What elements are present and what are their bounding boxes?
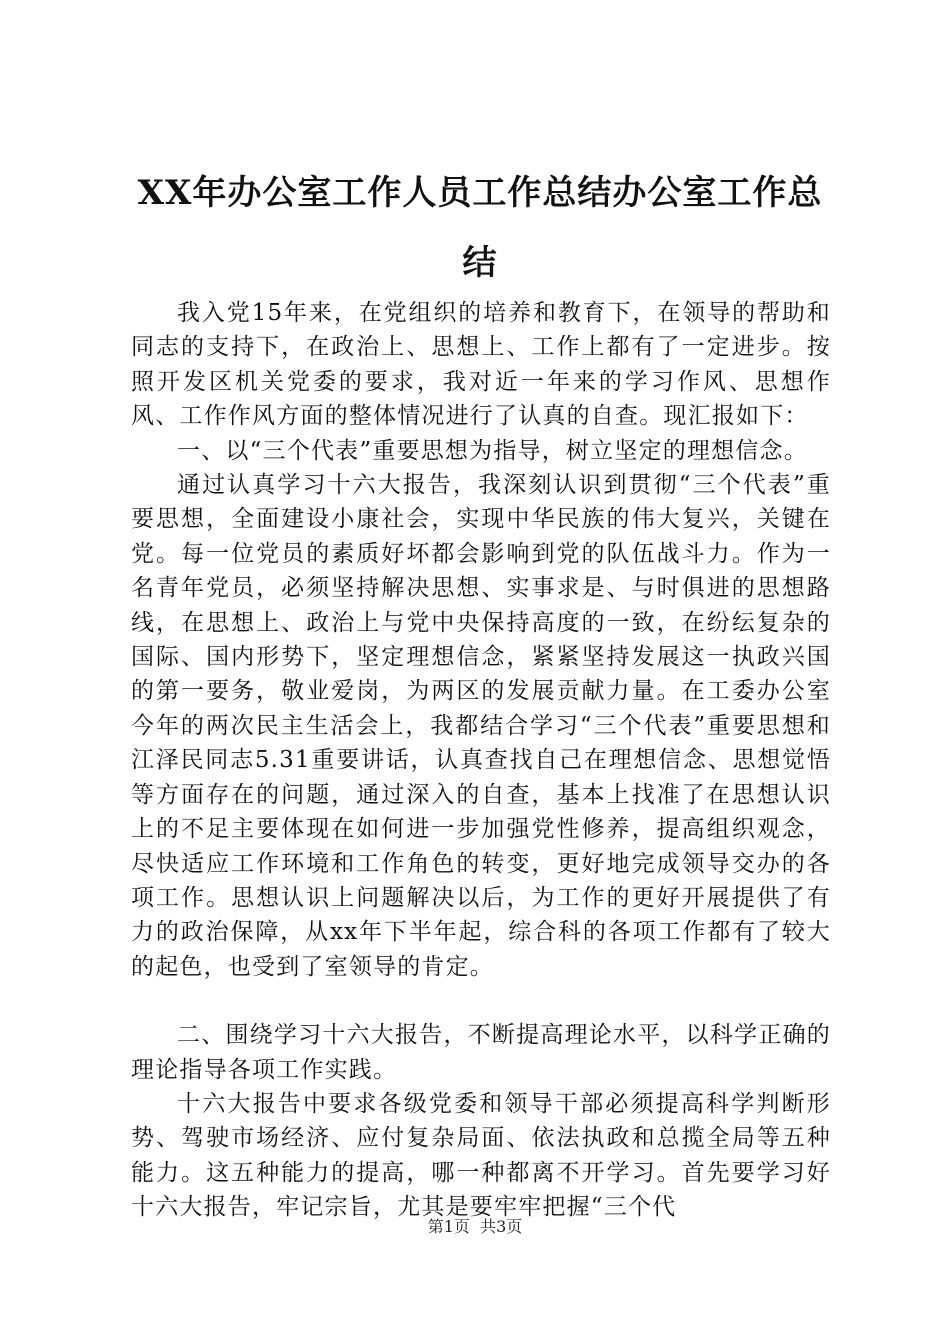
paragraph-section-2: 十六大报告中要求各级党委和领导干部必须提高科学判断形势、驾驶市场经济、应付复杂局面、依法执政和总揽全局等五种能力。这五种能力的提高，哪一种都离不开学习。首先要学习好十六大报告，牢记宗旨，尤其是要牢牢把握“三个代 — [131, 1090, 831, 1221]
section-heading-1: 一、以“三个代表”重要思想为指导，树立坚定的理想信念。 — [177, 437, 808, 464]
page-footer — [0, 1214, 950, 1237]
page-number-label: 第1页 共3页 — [427, 1217, 523, 1236]
title-line-1: XX年办公室工作人员工作总结办公室工作总 — [137, 173, 823, 213]
paragraph-section-1: 通过认真学习十六大报告，我深刻认识到贯彻“三个代表”重要思想，全面建设小康社会，实现中华民族的伟大复兴，关键在党。每一位党员的素质好坏都会影响到党的队伍战斗力。作为一名青年党员，必须坚持解决思想、实事求是、与时俱进的思想路线，在思想上、政治上与党中央保持高度的一致，在纷纭复杂的国际、国内形势下，坚定理想信念，紧紧坚持发展这一执政兴国的第一要务，敬业爱岗，为两区的发展贡献力量。在工委办公室今年的两次民主生活会上，我都结合学习“三个代表”重要思想和江泽民同志5.31重要讲话，认真查找自己在理想信念、思想觉悟等方面存在的问题，通过深入的自查，基本上找准了在思想认识上的不足主要体现在如何进一步加强党性修养，提高组织观念，尽快适应工作环境和工作角色的转变，更好地完成领导交办的各项工作。思想认识上问题解决以后，为工作的更好开展提供了有力的政治保障，从xx年下半年起，综合科的各项工作都有了较大的起色，也受到了室领导的肯定。 — [131, 472, 831, 980]
document-title — [130, 158, 830, 298]
title-line-2: 结 — [462, 243, 498, 283]
section-heading-2: 二、围绕学习十六大报告，不断提高理论水平，以科学正确的理论指导各项工作实践。 — [131, 1022, 831, 1083]
document-body — [131, 296, 831, 1225]
paragraph-intro: 我入党15年来，在党组织的培养和教育下，在领导的帮助和同志的支持下，在政治上、思想上、工作上都有了一定进步。按照开发区机关党委的要求，我对近一年来的学习作风、思想作风、工作作风方面的整体情况进行了认真的自查。现汇报如下： — [131, 300, 831, 430]
